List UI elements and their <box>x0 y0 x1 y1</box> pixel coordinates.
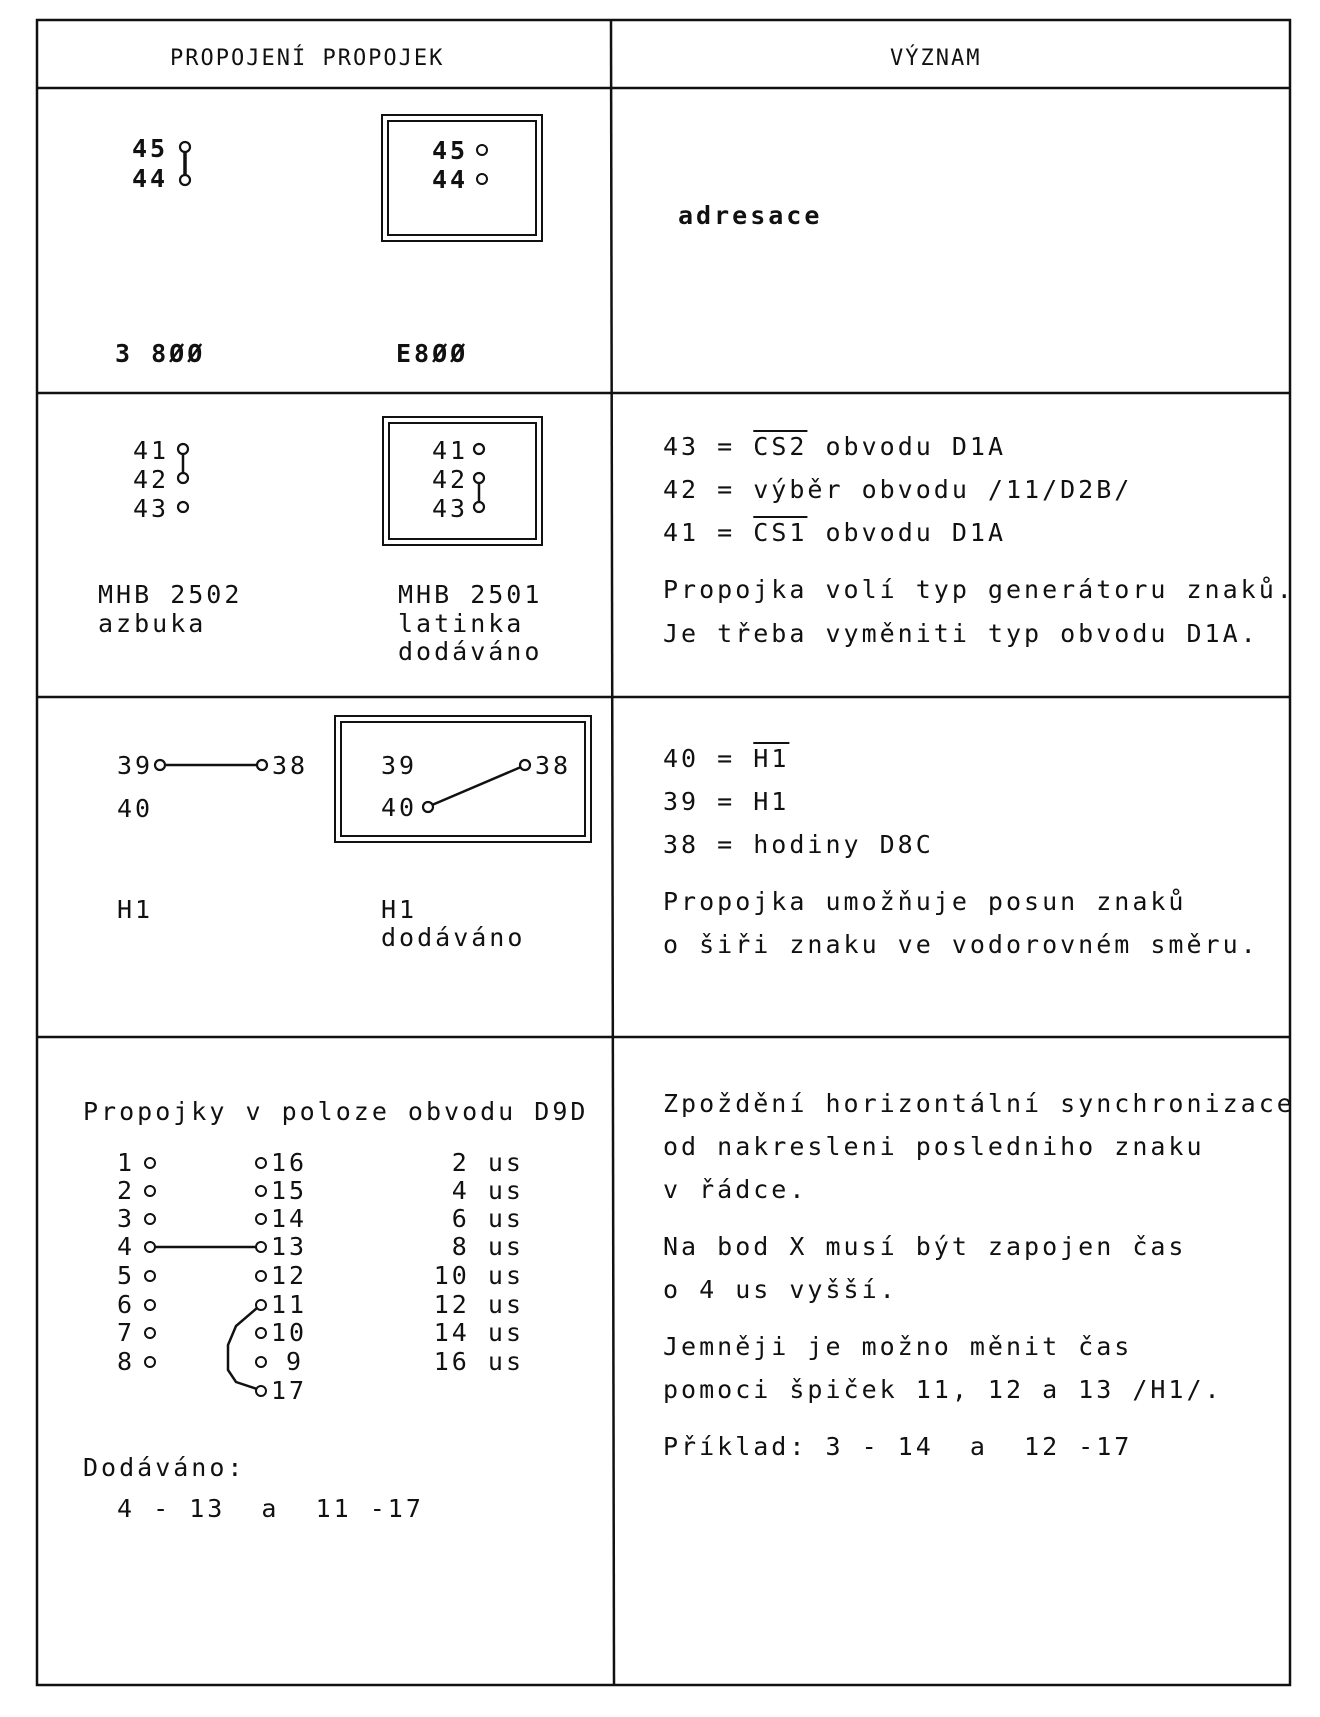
meaning-43: 43 = CS2 obvodu D1A <box>663 432 1007 461</box>
pin-5: 5 <box>117 1261 136 1290</box>
time-12us: 12 us <box>433 1290 524 1319</box>
pin-label-44-a: 44 <box>132 164 169 193</box>
jumper-40-38 <box>423 760 530 812</box>
desc-row3-line2: o šiři znaku ve vodorovném směru. <box>663 930 1259 959</box>
header-left: PROPOJENÍ PROPOJEK <box>170 46 445 71</box>
pin-label-39-b: 39 <box>381 751 418 780</box>
desc-row4-line1: Zpoždění horizontální synchronizace <box>663 1089 1295 1118</box>
pin-2: 2 <box>117 1176 136 1205</box>
desc-row4-line7: pomoci špiček 11, 12 a 13 /H1/. <box>663 1375 1223 1404</box>
pin-label-39-a: 39 <box>117 751 154 780</box>
time-16us: 16 us <box>433 1347 524 1376</box>
pin-label-38-a: 38 <box>272 751 309 780</box>
meaning-41: 41 = CS1 obvodu D1A <box>663 518 1007 547</box>
desc-row2-line1: Propojka volí typ generátoru znaků. <box>663 575 1295 604</box>
jumper-41-42 <box>178 444 188 512</box>
pin-14: 14 <box>271 1204 308 1233</box>
desc-row4-line6: Jemněji je možno měnit čas <box>663 1332 1133 1361</box>
pin-label-41-b: 41 <box>432 436 469 465</box>
meaning-40: 40 = H1 <box>663 744 790 773</box>
label-h1-a: H1 <box>117 895 154 924</box>
jumper-11-17 <box>228 1308 257 1389</box>
pin-label-41-a: 41 <box>133 436 170 465</box>
header-right: VÝZNAM <box>890 46 982 71</box>
meaning-adresace: adresace <box>678 201 823 230</box>
pin-6: 6 <box>117 1290 136 1319</box>
meaning-38: 38 = hodiny D8C <box>663 830 934 859</box>
pin-16: 16 <box>271 1148 308 1177</box>
pin-1: 1 <box>117 1148 136 1177</box>
chip-mhb2501: MHB 2501 <box>398 580 543 609</box>
pin-9: 9 <box>286 1347 305 1376</box>
pin-label-43-b: 43 <box>432 494 469 523</box>
supplied-value: 4 - 13 a 11 -17 <box>117 1494 424 1523</box>
label-dodavano-b: dodáváno <box>381 923 526 952</box>
desc-row4-line8: Příklad: 3 - 14 a 12 -17 <box>663 1432 1133 1461</box>
pin-label-44-b: 44 <box>432 165 469 194</box>
pin-12: 12 <box>271 1261 308 1290</box>
jumper-39-38 <box>155 760 267 770</box>
pin-label-42-a: 42 <box>133 465 170 494</box>
pin-label-45-b: 45 <box>432 136 469 165</box>
chip-azbuka: azbuka <box>98 609 207 638</box>
pin-circles-right <box>256 1158 266 1396</box>
time-4us: 4 us <box>451 1176 524 1205</box>
chip-mhb2502: MHB 2502 <box>98 580 243 609</box>
desc-row4-line3: v řádce. <box>663 1175 808 1204</box>
supplied-label: Dodáváno: <box>83 1453 246 1482</box>
pin-label-42-b: 42 <box>432 465 469 494</box>
pin-15: 15 <box>271 1176 308 1205</box>
address-3800: 3 8ØØ <box>115 339 206 368</box>
pin-label-43-a: 43 <box>133 494 170 523</box>
pin-8: 8 <box>117 1347 136 1376</box>
pin-10: 10 <box>271 1318 308 1347</box>
desc-row4-line5: o 4 us vyšší. <box>663 1275 898 1304</box>
pin-13: 13 <box>271 1232 308 1261</box>
jumper-45-44-closed <box>180 142 190 185</box>
jumper-42-43 <box>474 444 484 512</box>
chip-latinka: latinka <box>398 609 525 638</box>
pin-11: 11 <box>271 1290 308 1319</box>
desc-row2-line2: Je třeba vyměniti typ obvodu D1A. <box>663 619 1259 648</box>
d9d-title: Propojky v poloze obvodu D9D <box>83 1097 589 1126</box>
column-divider <box>611 20 614 1685</box>
address-e800: E8ØØ <box>396 339 469 368</box>
label-h1-b: H1 <box>381 895 418 924</box>
pin-label-40-a: 40 <box>117 794 154 823</box>
chip-dodavano: dodáváno <box>398 637 543 666</box>
time-10us: 10 us <box>433 1261 524 1290</box>
desc-row4-line2: od nakresleni posledniho znaku <box>663 1132 1205 1161</box>
time-6us: 6 us <box>451 1204 524 1233</box>
pin-label-45-a: 45 <box>132 134 169 163</box>
time-8us: 8 us <box>451 1232 524 1261</box>
desc-row4-line4: Na bod X musí být zapojen čas <box>663 1232 1187 1261</box>
pin-label-40-b: 40 <box>381 793 418 822</box>
time-14us: 14 us <box>433 1318 524 1347</box>
pin-3: 3 <box>117 1204 136 1233</box>
desc-row3-line1: Propojka umožňuje posun znaků <box>663 887 1187 916</box>
meaning-39: 39 = H1 <box>663 787 790 816</box>
meaning-42: 42 = výběr obvodu /11/D2B/ <box>663 475 1133 504</box>
time-2us: 2 us <box>451 1148 524 1177</box>
pin-label-38-b: 38 <box>535 751 572 780</box>
pin-7: 7 <box>117 1318 136 1347</box>
pin-circles-left <box>145 1158 155 1367</box>
pin-17: 17 <box>271 1376 308 1405</box>
pin-4: 4 <box>117 1232 136 1261</box>
